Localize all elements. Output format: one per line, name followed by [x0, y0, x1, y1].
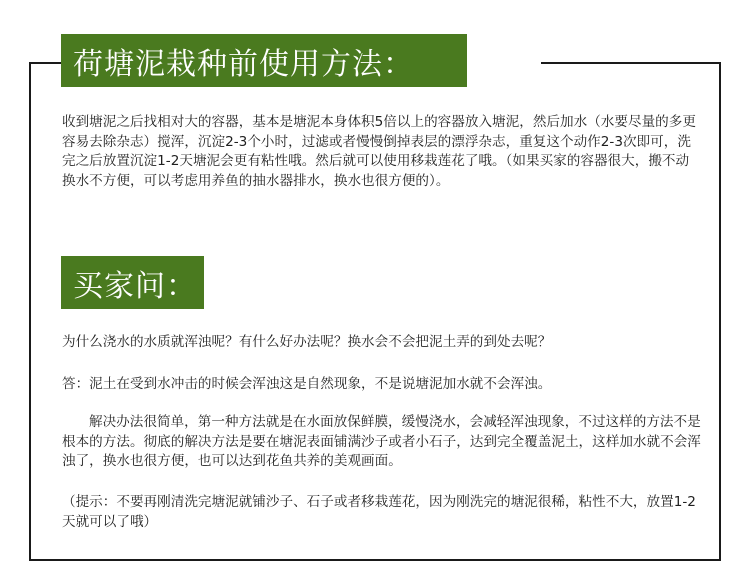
usage-instructions: 收到塘泥之后找相对大的容器，基本是塘泥本身体积5倍以上的容器放入塘泥，然后加水（水要尽量的多更容易去除杂志）搅浑，沉淀2-3个小时，过滤或者慢慢倒掉表层的漂浮杂志，重复这个动作2-3次即可，洗完之后放置沉淀1-2天塘泥会更有粘性哦。然后就可以使用移栽莲花了哦。（如果买家的容器很大，搬不动换水不方便，可以考虑用养鱼的抽水器排水，换水也很方便的）。 [62, 114, 696, 189]
section-heading-buyer-question: 买家问： [61, 256, 204, 309]
tip: （提示：不要再刚清洗完塘泥就铺沙子、石子或者移栽莲花，因为刚洗完的塘泥很稀，粘性不大，放置1-2天就可以了哦） [62, 494, 696, 530]
solution: 解决办法很简单，第一种方法就是在水面放保鲜膜，缓慢浇水，会减轻浑浊现象，不过这样的方法不是根本的方法。彻底的解决方法是要在塘泥表面铺满沙子或者小石子，达到完全覆盖泥土，这样加水就不会浑浊了，换水也很方便，也可以达到花鱼共养的美观画面。 [62, 414, 701, 469]
frame-bottom [29, 559, 721, 561]
frame-left [29, 62, 31, 561]
answer: 答：泥土在受到水冲击的时候会浑浊这是自然现象，不是说塘泥加水就不会浑浊。 [62, 376, 552, 392]
frame-top-right [541, 62, 721, 64]
buyer-question: 为什么浇水的水质就浑浊呢？有什么好办法呢？换水会不会把泥土弄的到处去呢？ [62, 334, 552, 350]
frame-top-left [29, 62, 61, 64]
frame-right [719, 62, 721, 561]
section-heading-usage: 荷塘泥栽种前使用方法： [61, 34, 467, 87]
